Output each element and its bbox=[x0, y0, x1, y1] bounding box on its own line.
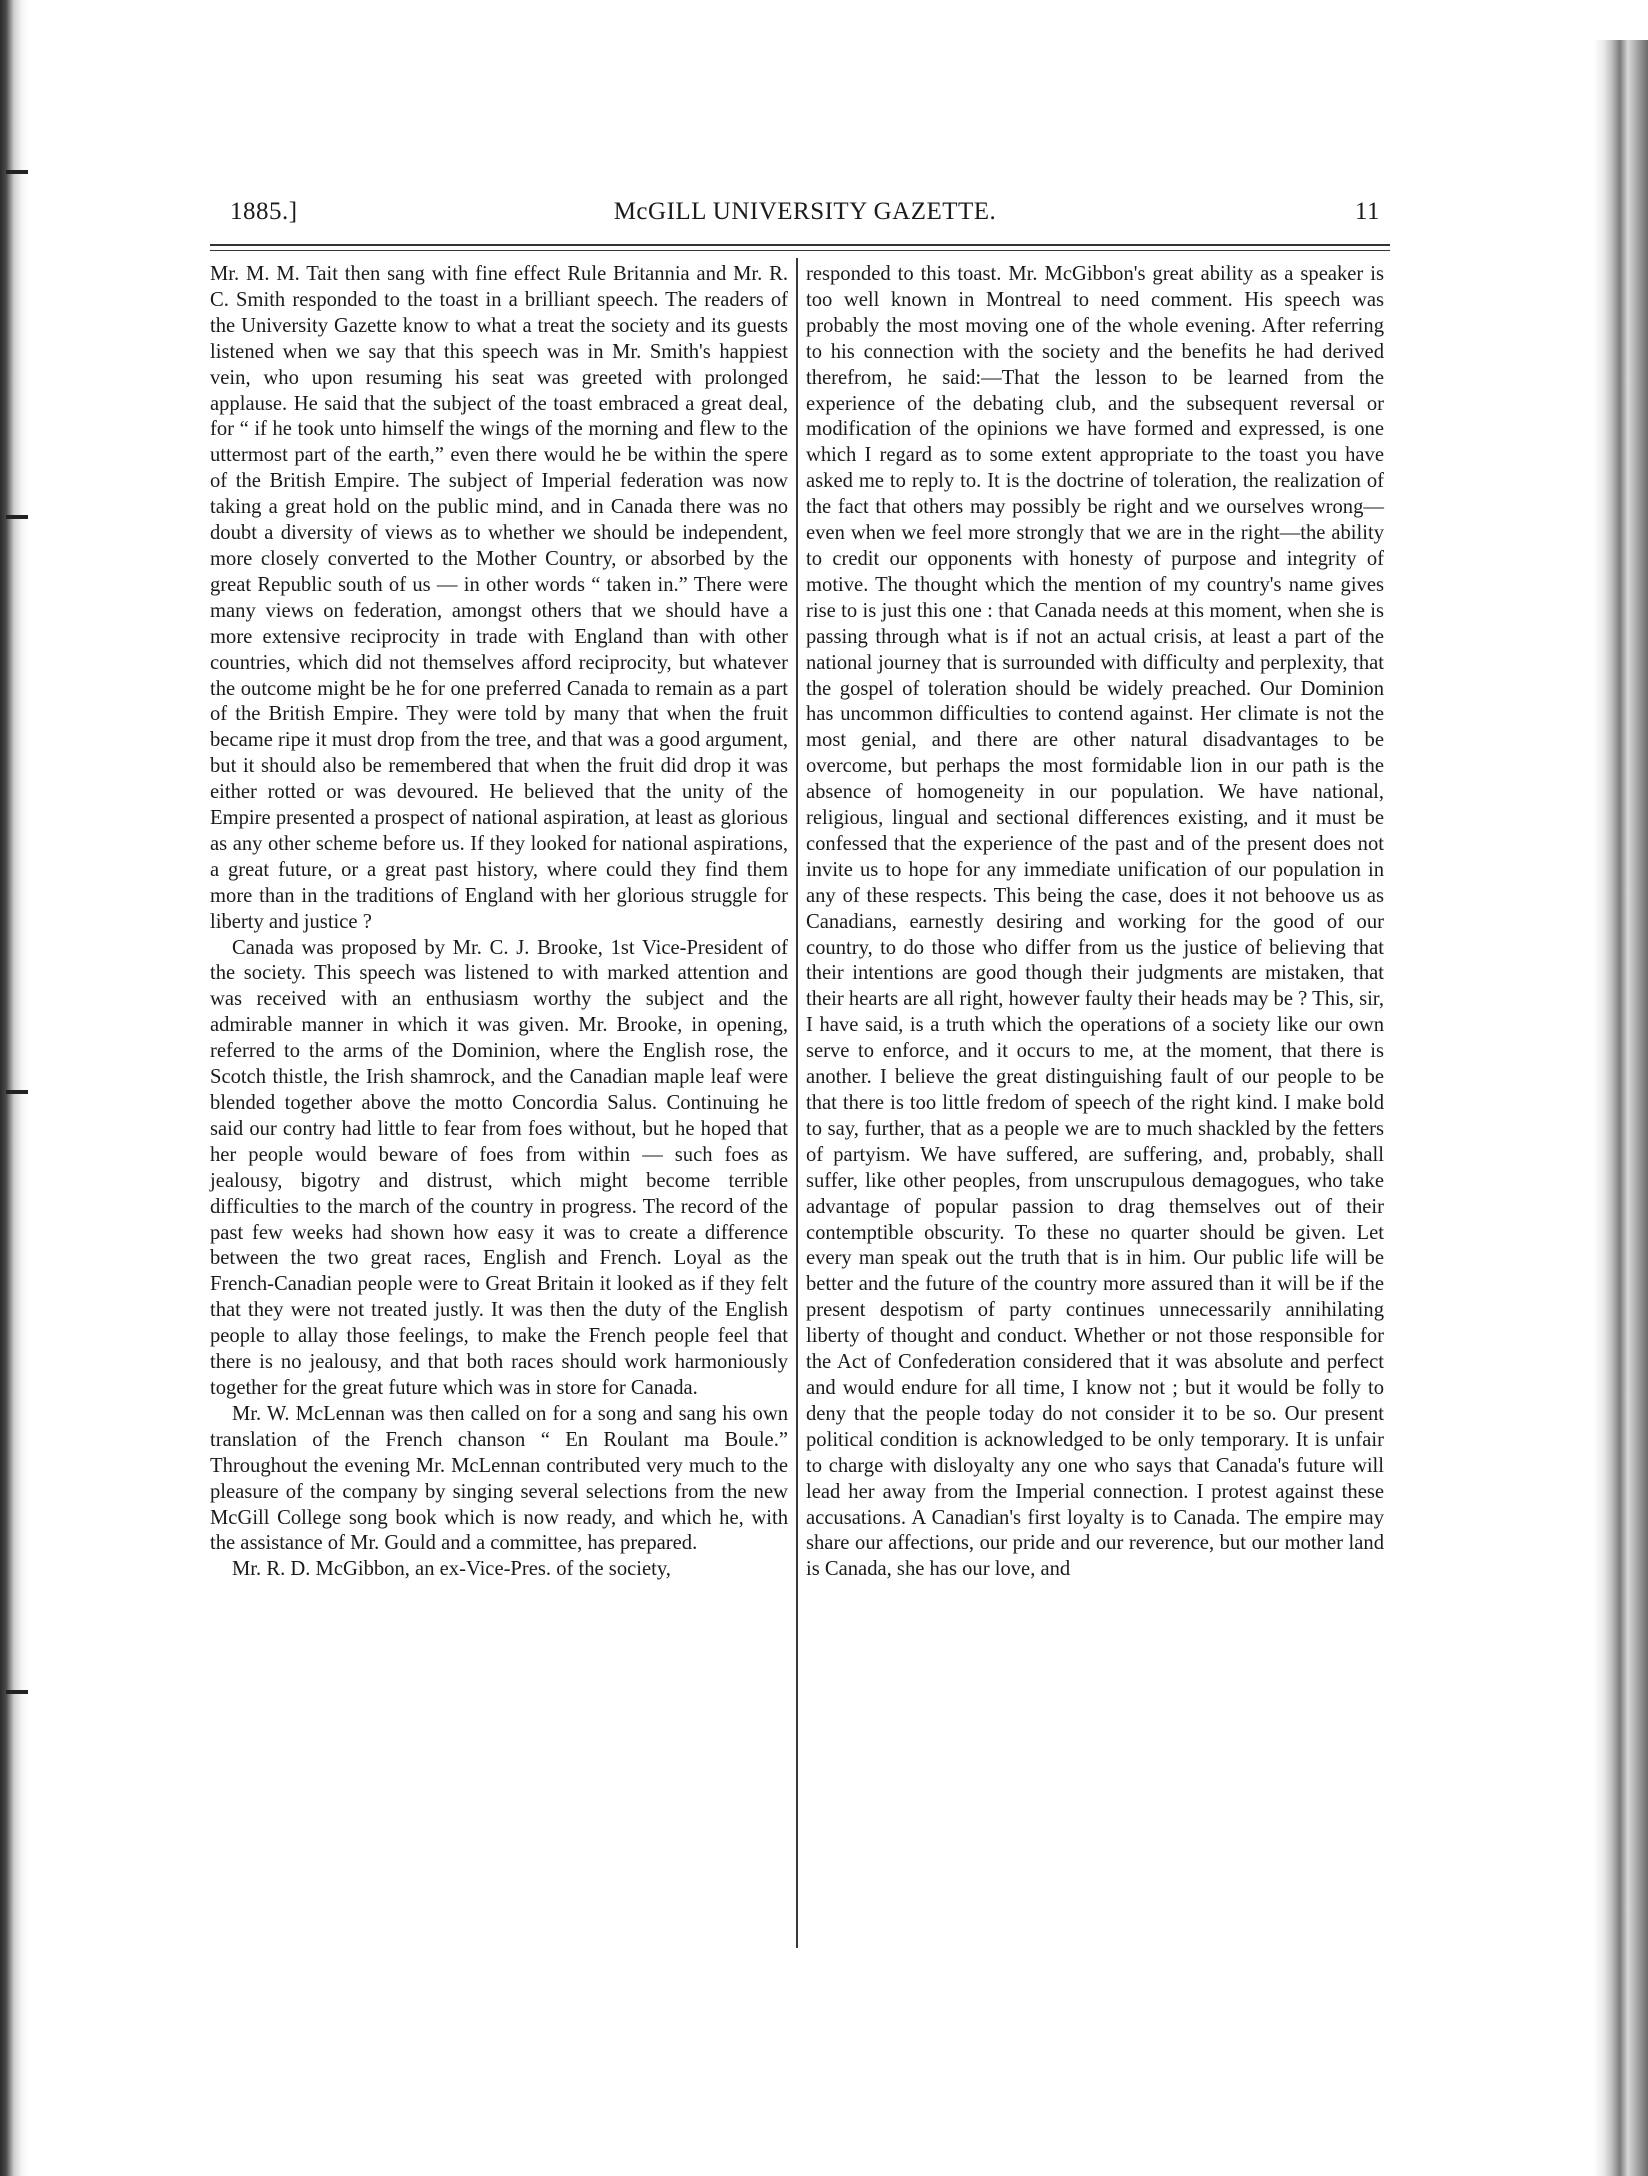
paragraph: Mr. R. D. McGibbon, an ex-Vice-Pres. of the society, bbox=[232, 1558, 671, 1581]
paragraph: Canada was proposed by Mr. C. J. Brooke, 1st Vice-President of the society. This speech was listened to with marked attention and was received with an enthusiasm worthy the subject and the admirable manner in which it was given. Mr. Brooke, in opening, referred to the arms of the Dominion, where the English rose, the Scotch thistle, the Irish shamrock, and the Canadian maple leaf were blended together above the motto Concordia Salus. Continuing he said our contry had little to fear from foes without, but he hoped that her people would beware of foes from within — such foes as jealousy, bigotry and distrust, which might become terrible difficulties to the march of the country in progress. The record of the past few weeks had shown how easy it was to create a difference between the two great races, English and French. Loyal as the French-Canadian people were to Great Britain it looked as if they felt that they were not treated justly. It was then the duty of the English people to allay those feelings, to make the French people feel that there is no jealousy, and that both races should work harmoniously together for the great future which was in store for Canada. bbox=[210, 936, 788, 1399]
column-divider bbox=[796, 258, 798, 1948]
paragraph: Mr. W. McLennan was then called on for a song and sang his own translation of the French chanson “ En Roulant ma Boule.” Throughout the evening Mr. McLennan contributed very much to the pleasure of the company by singing several selections from the new McGill College song book which is now ready, and which he, with the assistance of Mr. Gould and a committee, has prepared. bbox=[210, 1402, 788, 1555]
binding-tab bbox=[6, 170, 28, 174]
header-title: McGILL UNIVERSITY GAZETTE. bbox=[613, 198, 997, 225]
page-stack-edge bbox=[1594, 40, 1648, 2176]
header-year: 1885.] bbox=[230, 198, 298, 225]
binding-tab bbox=[6, 1690, 28, 1694]
binding-tab bbox=[6, 515, 28, 519]
right-column bbox=[806, 262, 1384, 1583]
binding-tab bbox=[6, 1090, 28, 1094]
page-number: 11 bbox=[1354, 198, 1380, 225]
header-rule-bottom bbox=[210, 250, 1390, 251]
paragraph: Mr. M. M. Tait then sang with fine effect Rule Britannia and Mr. R. C. Smith responded to the toast in a brilliant speech. The readers of the University Gazette know to what a treat the society and its guests listened when we say that this speech was in Mr. Smith's happiest vein, who upon resuming his seat was greeted with prolonged applause. He said that the subject of the toast embraced a great deal, for “ if he took unto himself the wings of the morning and flew to the uttermost part of the earth,” even there would he be within the spere of the British Empire. The subject of Imperial federation was now taking a great hold on the public mind, and in Canada there was no doubt a diversity of views as to whether we should be independent, more closely converted to the Mother Country, or absorbed by the great Republic south of us — in other words “ taken in.” There were many views on federation, amongst others that we should have a more extensive reciprocity in trade with England than with other countries, which did not themselves afford reciprocity, but whatever the outcome might be he for one preferred Canada to remain as a part of the British Empire. They were told by many that when the fruit became ripe it must drop from the tree, and that was a good argument, but it should also be remembered that when the fruit did drop it was either rotted or was devoured. He believed that the unity of the Empire presented a prospect of national aspiration, at least as glorious as any other scheme before us. If they looked for national aspirations, a great future, or a great past history, where could they find them more than in the traditions of England with her glorious struggle for liberty and justice ? bbox=[210, 263, 788, 933]
paragraph: responded to this toast. Mr. McGibbon's great ability as a speaker is too well known in Montreal to need comment. His speech was probably the most moving one of the whole evening. After referring to his connection with the society and the benefits he had derived therefrom, he said:—That the lesson to be learned from the experience of the debating club, and the subsequent reversal or modification of the opinions we have formed and expressed, is one which I regard as to some extent appropriate to the toast you have asked me to reply to. It is the doctrine of toleration, the realization of the fact that others may possibly be right and we ourselves wrong—even when we feel more strongly that we are in the right—the ability to credit our opponents with honesty of purpose and integrity of motive. The thought which the mention of my country's name gives rise to is just this one : that Canada needs at this moment, when she is passing through what is if not an actual crisis, at least a part of the national journey that is surrounded with difficulty and perplexity, that the gospel of toleration should be widely preached. Our Dominion has uncommon difficulties to contend against. Her climate is not the most genial, and there are other natural disadvantages to be overcome, but perhaps the most formidable lion in our path is the absence of homogeneity in our population. We have national, religious, lingual and sectional differences existing, and it must be confessed that the experience of the past and of the present does not invite us to hope for any immediate unification of our population in any of these respects. This being the case, does it not behoove us as Canadians, earnestly desiring and working for the good of our country, to do those who differ from us the justice of believing that their intentions are good though their judgments are mistaken, that their hearts are all right, however faulty their heads may be ? This, sir, I have said, is a truth which the operations of a society like our own serve to enforce, and it occurs to me, at the moment, that there is another. I believe the great distinguishing fault of our people to be that there is too little fredom of speech of the right kind. I make bold to say, further, that as a people we are to much shackled by the fetters of partyism. We have suffered, are suffering, and, probably, shall suffer, like other peoples, from unscrupulous demagogues, who take advantage of popular passion to drag themselves out of their contemptible obscurity. To these no quarter should be given. Let every man speak out the truth that is in him. Our public life will be better and the future of the country more assured than it will be if the present despotism of party continues unnecessarily annihilating liberty of thought and conduct. Whether or not those responsible for the Act of Confederation considered that it was absolute and perfect and would endure for all time, I know not ; but it would be folly to deny that the people today do not consider it to be so. Our present political condition is acknowledged to be only temporary. It is unfair to charge with disloyalty any one who says that Canada's future will lead her away from the Imperial connection. I protest against these accusations. A Canadian's first loyalty is to Canada. The empire may share our affections, our pride and our reverence, but our mother land is Canada, she has our love, and bbox=[806, 263, 1384, 1581]
header-rule-top bbox=[210, 244, 1390, 246]
running-header bbox=[230, 198, 1380, 238]
book-binding-edge bbox=[0, 0, 28, 2176]
left-column bbox=[210, 262, 788, 1583]
